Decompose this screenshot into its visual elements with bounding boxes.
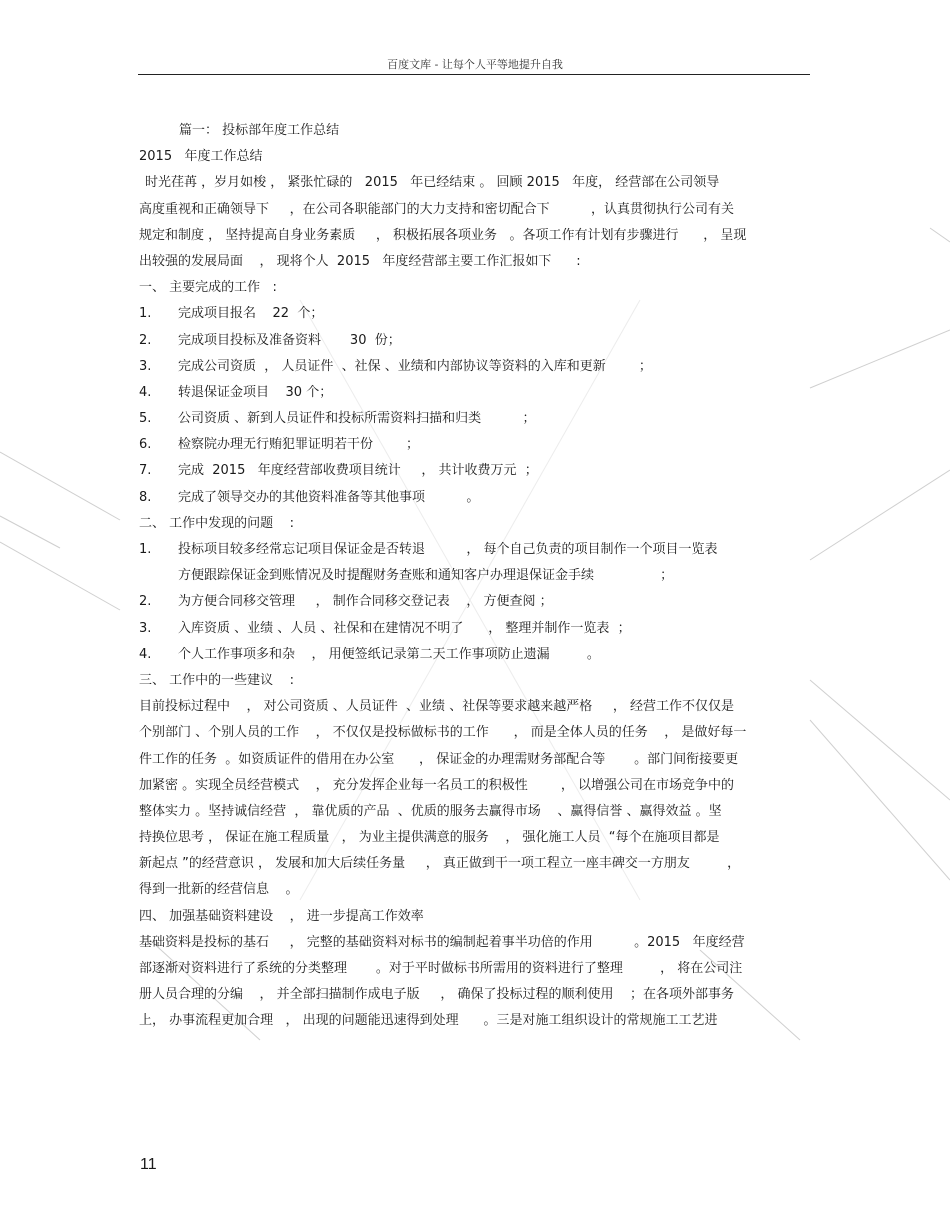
list-item	[139, 328, 809, 354]
paragraph-line: 高度重视和正确领导下 ，在公司各职能部门的大力支持和密切配合下 ，认真贯彻执行公司有关	[139, 201, 734, 217]
list-item	[139, 537, 809, 563]
paragraph-line: 整体实力 。坚持诚信经营 ， 靠优质的产品 、优质的服务去赢得市场 、赢得信誉 、赢得效益 。坚	[139, 803, 722, 819]
page-number: 11	[140, 1156, 157, 1173]
section4-paragraph	[139, 930, 809, 1035]
paragraph-line: 出较强的发展局面 ， 现将个人 2015 年度经营部主要工作汇报如下 :	[139, 253, 581, 269]
list-text: 完成 2015 年度经营部收费项目统计 ， 共计收费万元 ；	[178, 463, 538, 479]
document-body	[139, 118, 809, 1035]
list-text: 入库资质 、业绩 、人员 、社保和在建情况不明了 ， 整理并制作一览表 ；	[178, 620, 631, 636]
list-item	[139, 616, 809, 642]
list-item-continuation: 方便跟踪保证金到账情况及时提醒财务查账和通知客户办理退保证金手续 ；	[178, 568, 674, 584]
list-text: 完成项目报名 22 个；	[178, 306, 324, 322]
section-heading: 四、 加强基础资料建设 ， 进一步提高工作效率	[139, 908, 424, 924]
list-number: 2.	[139, 594, 152, 610]
page-header: 百度文库 - 让每个人平等地提升自我	[387, 58, 563, 71]
paragraph-line: 基础资料是投标的基石 ， 完整的基础资料对标书的编制起着事半功倍的作用 。2015 年度经营	[139, 934, 745, 950]
list-text: 完成了领导交办的其他资料准备等其他事项 。	[178, 489, 480, 505]
paragraph-line: 部逐渐对资料进行了系统的分类整理 。对于平时做标书所需用的资料进行了整理 ， 将在公司注	[139, 961, 743, 976]
paragraph-line: 得到一批新的经营信息 。	[139, 882, 299, 898]
list-number: 5.	[139, 411, 152, 427]
list-item	[139, 458, 809, 484]
list-item	[139, 301, 809, 327]
list-item	[139, 432, 809, 458]
paragraph-line: 持换位思考 ， 保证在施工程质量 ， 为业主提供满意的服务 ， 强化施工人员 “每个在施项目都是	[139, 830, 720, 846]
list-text: 投标项目较多经常忘记项目保证金是否转退 ， 每个自己负责的项目制作一个项目一览表	[178, 542, 718, 557]
list-item	[139, 354, 809, 380]
section-heading: 一、 主要完成的工作 :	[139, 280, 277, 296]
list-text: 转退保证金项目 30 个；	[178, 384, 333, 400]
paragraph-line: 时光荏苒 ，岁月如梭 ， 紧张忙碌的 2015 年已经结束 。 回顾 2015 年度， 经营部在公司领导	[145, 175, 720, 191]
paragraph-line: 个别部门 、个别人员的工作 ， 不仅仅是投标做标书的工作 ， 而是全体人员的任务 ， 是做好每一	[139, 725, 747, 741]
section1-list	[139, 301, 809, 511]
list-text: 为方便合同移交管理 ， 制作合同移交登记表 ， 方便查阅 ；	[178, 594, 553, 610]
paragraph-line: 新起点 ”的经营意识 ， 发展和加大后续任务量 ， 真正做到干一项工程立一座丰碑交一方朋友 ，	[139, 856, 741, 872]
section-heading: 三、 工作中的一些建议 :	[139, 672, 295, 688]
paragraph-line: 件工作的任务 。如资质证件的借用在办公室 ， 保证金的办理需财务部配合等 。部门间衔接要更	[139, 751, 739, 767]
list-number: 1.	[139, 306, 152, 322]
list-text: 个人工作事项多和杂 ， 用便签纸记录第二天工作事项防止遗漏 。	[178, 646, 600, 662]
list-number: 4.	[139, 646, 152, 662]
document-title: 篇一： 投标部年度工作总结	[179, 123, 340, 138]
list-number: 6.	[139, 437, 152, 453]
list-item	[139, 589, 809, 615]
list-item	[139, 642, 809, 668]
list-text: 公司资质 、新到人员证件和投标所需资料扫描和归类 ；	[178, 411, 536, 427]
intro-paragraph	[139, 170, 809, 275]
list-number: 2.	[139, 332, 152, 348]
paragraph-line: 加紧密 。实现全员经营模式 ， 充分发挥企业每一名员工的积极性 ， 以增强公司在市场竞争中的	[139, 777, 734, 793]
section-heading: 二、 工作中发现的问题 :	[139, 515, 295, 531]
list-number: 4.	[139, 384, 152, 400]
section2-list	[139, 537, 809, 668]
list-item	[139, 485, 809, 511]
list-number: 8.	[139, 489, 152, 505]
list-text: 完成公司资质 ， 人员证件 、社保 、业绩和内部协议等资料的入库和更新 ；	[178, 358, 652, 374]
list-number: 1.	[139, 542, 152, 557]
header-rule	[138, 74, 810, 75]
list-text: 完成项目投标及准备资料 30 份；	[178, 332, 401, 348]
list-number: 3.	[139, 358, 152, 374]
list-number: 3.	[139, 620, 152, 636]
list-text: 检察院办理无行贿犯罪证明若干份 ；	[178, 437, 420, 453]
section3-paragraph	[139, 694, 809, 904]
paragraph-line: 目前投标过程中 ， 对公司资质 、人员证件 、业绩 、社保等要求越来越严格 ， 经营工作不仅仅是	[139, 699, 734, 715]
list-item	[139, 406, 809, 432]
paragraph-line: 上， 办事流程更加合理 ， 出现的问题能迅速得到处理 。三是对施工组织设计的常规施工工艺进	[139, 1013, 718, 1029]
document-subtitle: 2015 年度工作总结	[139, 149, 263, 165]
paragraph-line: 册人员合理的分编 ， 并全部扫描制作成电子版 ， 确保了投标过程的顺利使用 ；在各项外部事务	[139, 987, 734, 1003]
paragraph-line: 规定和制度 ， 坚持提高自身业务素质 ， 积极拓展各项业务 。各项工作有计划有步骤进行 ， 呈现	[139, 227, 747, 243]
list-item	[139, 380, 809, 406]
list-number: 7.	[139, 463, 152, 479]
